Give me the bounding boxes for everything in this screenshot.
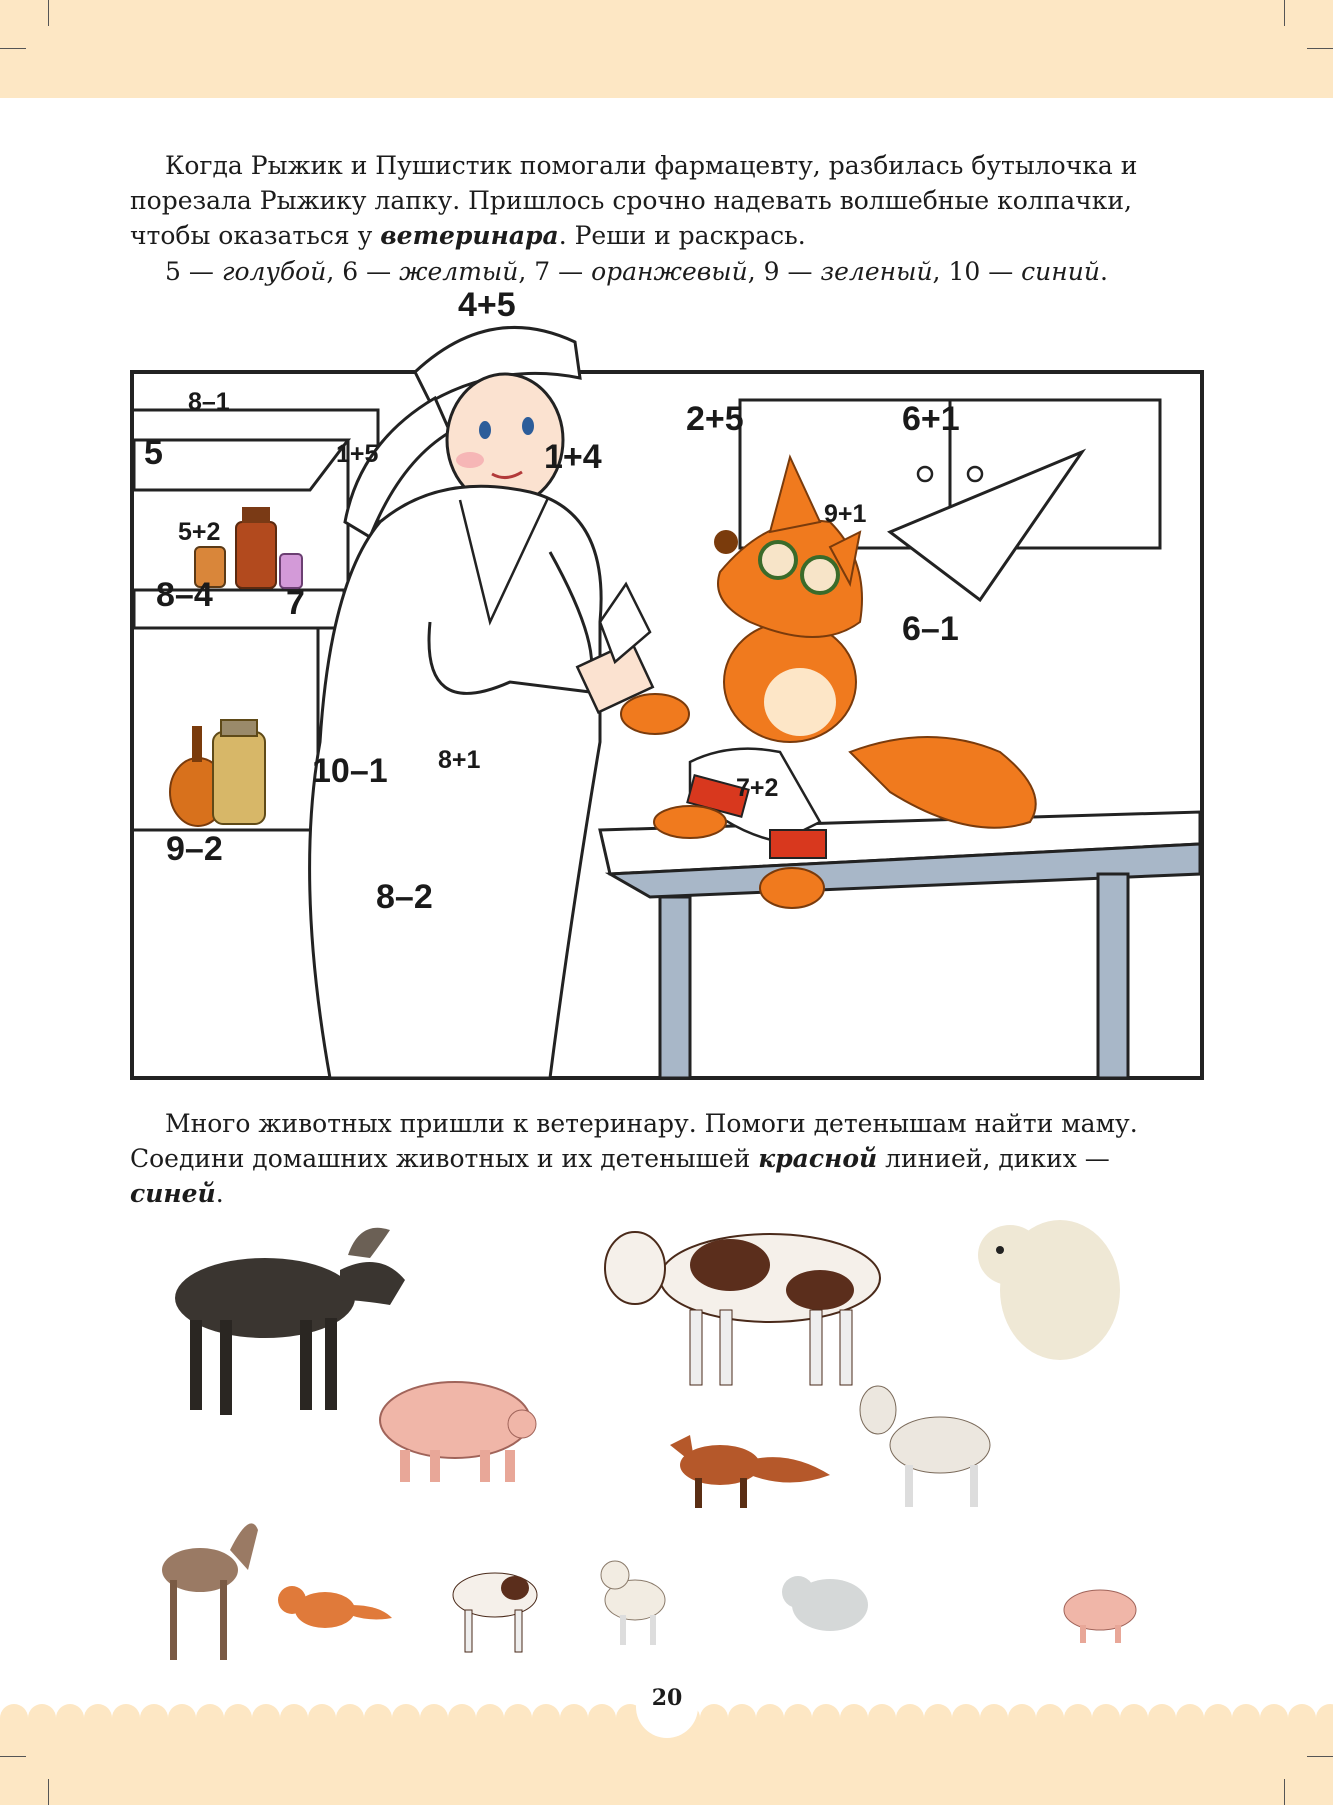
crop-mark [1284, 0, 1285, 26]
fox-cub-image [278, 1586, 392, 1628]
label-floor: 8–2 [376, 878, 433, 916]
key-number: 10 [948, 257, 981, 286]
color-key: 5 — голубой, 6 — желтый, 7 — оранжевый, 9 — зеленый, 10 — синий. [165, 257, 1108, 286]
emphasis-blue: синей [130, 1179, 216, 1208]
crop-mark [1307, 1756, 1333, 1757]
intro-line: Когда Рыжик и Пушистик помогали фармацевту, разбилась бутылочка и [165, 151, 1138, 180]
animals-area [130, 1210, 1204, 1680]
label-nurse-hair: 1+5 [336, 440, 379, 468]
task2-line: Много животных пришли к ветеринару. Помоги детенышам найти маму. [165, 1109, 1138, 1138]
task2-line [130, 1176, 1202, 1211]
piglet-image [1064, 1590, 1136, 1643]
intro-line: порезала Рыжику лапку. Пришлось срочно надевать волшебные колпачки, [130, 186, 1132, 215]
key-color: синий [1021, 257, 1100, 286]
label-fox-hat: 9+1 [824, 500, 867, 528]
moose-image [175, 1228, 405, 1415]
intro-text: чтобы оказаться у [130, 221, 381, 250]
cow-image [605, 1232, 880, 1385]
coloring-scene [130, 286, 1204, 1082]
key-color: оранжевый [591, 257, 748, 286]
crop-mark [0, 48, 26, 49]
task2-text: . [215, 1179, 224, 1208]
calf-image [453, 1573, 537, 1652]
polar-bear-image [978, 1220, 1120, 1360]
emphasis-red: красной [758, 1144, 878, 1173]
crop-mark [48, 0, 49, 26]
goat-kid-image [601, 1561, 665, 1645]
task-instructions [130, 148, 1202, 253]
label-coat-pocket: 8+1 [438, 746, 481, 774]
key-color: голубой [221, 257, 327, 286]
label-cabinet-top: 8–1 [188, 388, 230, 416]
intro-text: . Реши и раскрась. [558, 221, 806, 250]
page-number: 20 [636, 1676, 698, 1738]
key-color: желтый [399, 257, 519, 286]
animals-illustration [130, 1210, 1204, 1680]
emphasis-veterinarian: ветеринара [380, 221, 559, 250]
goat-image [860, 1386, 990, 1507]
task2-line [130, 1141, 1202, 1176]
key-number: 6 [342, 257, 359, 286]
fox-adult-image [670, 1435, 830, 1508]
key-number: 7 [534, 257, 551, 286]
task2-text: Соедини домашних животных и их детенышей [130, 1144, 759, 1173]
label-cap: 4+5 [458, 286, 516, 324]
label-wall-cabinet-left: 2+5 [686, 400, 744, 438]
label-wall: 1+4 [544, 438, 602, 476]
label-fox-pants: 7+2 [736, 774, 779, 802]
intro-line [130, 218, 1202, 253]
label-nurse-coat: 10–1 [312, 752, 388, 790]
task2-instructions [130, 1106, 1202, 1211]
label-shelf: 5+2 [178, 518, 221, 546]
crop-mark [48, 1779, 49, 1805]
key-number: 9 [763, 257, 780, 286]
scene-illustration [130, 322, 1204, 1082]
top-decorative-band [0, 0, 1333, 118]
crop-mark [1284, 1779, 1285, 1805]
crop-mark [0, 1756, 26, 1757]
bear-cub-image [782, 1576, 868, 1631]
task2-text: линией, диких — [877, 1144, 1110, 1173]
moose-calf-image [162, 1523, 258, 1660]
label-lower-shelf: 8–4 [156, 576, 213, 614]
label-wall-right: 6–1 [902, 610, 959, 648]
crop-mark [1307, 48, 1333, 49]
key-number: 5 [165, 257, 181, 286]
key-color: зеленый [820, 257, 933, 286]
label-cabinet-side: 7 [286, 584, 305, 622]
label-cabinet-bottom: 9–2 [166, 830, 223, 868]
label-wall-cabinet-right: 6+1 [902, 400, 960, 438]
label-shelf-back: 5 [144, 434, 163, 472]
pig-image [380, 1382, 536, 1482]
